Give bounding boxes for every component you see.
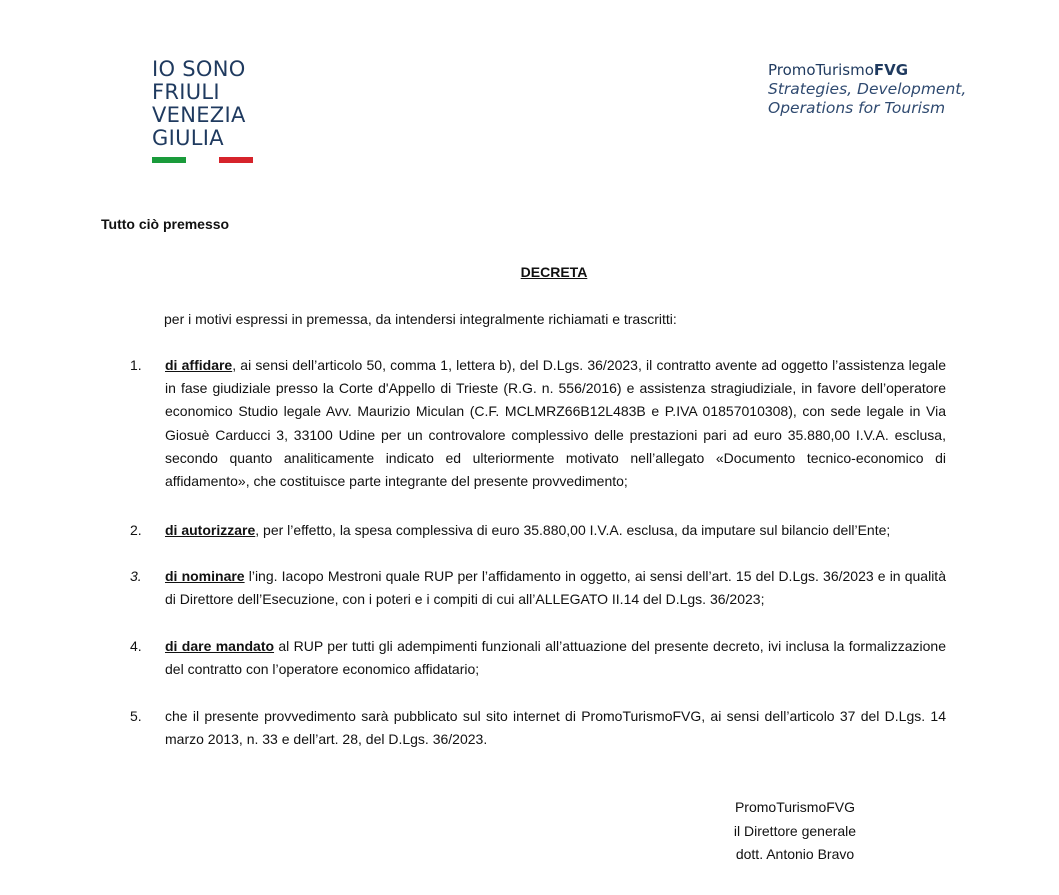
signature-role: il Direttore generale <box>733 822 857 839</box>
brand-tagline-1: Strategies, Development, <box>768 80 967 98</box>
signature-person: dott. Antonio Bravo <box>735 846 855 862</box>
item-text: , ai sensi dell’articolo 50, comma 1, lettera b), del D.Lgs. 36/2023, il contratto avente ad oggetto l’assistenza legale in fase giudiziale presso la Corte d'Appello di Trieste (R.G. n. 556/2016) e assistenza stragiudiziale, in favore dell’operatore economico Studio legale Avv. Maurizio Miculan (C.F. MCLMRZ66B12L483B e P.IVA 01857010308), con sede legale in Via Giosuè Carducci 3, 33100 Udine per un controvalore complessivo delle prestazioni pari ad euro 35.880,00 I.V.A. esclusa, secondo quanto analiticamente indicato ed ulteriormente motivato nell’allegato «Documento tecnico-economico di affidamento», che costituisce parte integrante del presente provvedimento; <box>165 357 946 490</box>
item-keyword: di autorizzare <box>165 522 256 538</box>
signature-org: PromoTurismoFVG <box>734 799 856 815</box>
item-text: , per l’effetto, la spesa complessiva di euro 35.880,00 I.V.A. esclusa, da imputare sul bilancio dell’Ente; <box>255 522 891 538</box>
brand-tagline-2: Operations for Tourism <box>768 99 946 117</box>
item-body <box>165 565 946 611</box>
item-number: 4. <box>130 638 142 654</box>
signature-block <box>700 796 890 867</box>
item-keyword: di dare mandato <box>165 638 275 654</box>
brand-bold: FVG <box>873 61 909 79</box>
item-body <box>165 519 946 542</box>
flag-red <box>219 157 253 163</box>
io-sono-fvg-logo <box>152 58 246 150</box>
italian-flag-stripe <box>152 157 253 163</box>
premesso-heading: Tutto ciò premesso <box>101 216 230 232</box>
list-item <box>130 565 946 611</box>
item-keyword: di nominare <box>165 568 245 584</box>
decreta-heading: DECRETA <box>520 264 588 280</box>
list-item <box>130 705 946 751</box>
item-number: 2. <box>130 522 142 538</box>
item-text: al RUP per tutti gli adempimenti funzionali all’attuazione del presente decreto, ivi inclusa la formalizzazione del contratto con l’operatore economico affidatario; <box>165 638 946 678</box>
item-body <box>165 705 946 751</box>
item-number: 5. <box>130 708 142 724</box>
list-item <box>130 635 946 681</box>
promoturismo-logo <box>768 61 966 118</box>
list-item <box>130 519 946 542</box>
logo-line-2: FRIULI <box>152 80 220 104</box>
item-text: che il presente provvedimento sarà pubblicato sul sito internet di PromoTurismoFVG, ai sensi dell’articolo 37 del D.Lgs. 14 marzo 2013, n. 33 e dell’art. 28, del D.Lgs. 36/2023. <box>165 708 946 748</box>
item-keyword: di affidare <box>165 357 233 373</box>
intro-text: per i motivi espressi in premessa, da intendersi integralmente richiamati e trascritti: <box>164 311 677 327</box>
logo-line-4: GIULIA <box>152 126 224 150</box>
flag-green <box>152 157 186 163</box>
item-text: l’ing. Iacopo Mestroni quale RUP per l’affidamento in oggetto, ai sensi dell’art. 15 del D.Lgs. 36/2023 e in qualità di Direttore dell’Esecuzione, con i poteri e i compiti di cui all’ALLEGATO II.14 del D.Lgs. 36/2023; <box>165 568 946 608</box>
logo-line-1: IO SONO <box>152 57 246 81</box>
item-number: 3. <box>130 568 142 584</box>
item-body <box>165 354 946 493</box>
item-number: 1. <box>130 357 142 373</box>
flag-white <box>186 157 220 163</box>
brand-name <box>768 61 966 79</box>
brand-regular: PromoTurismo <box>768 61 874 79</box>
list-item <box>130 354 946 493</box>
item-body <box>165 635 946 681</box>
logo-line-3: VENEZIA <box>152 103 246 127</box>
